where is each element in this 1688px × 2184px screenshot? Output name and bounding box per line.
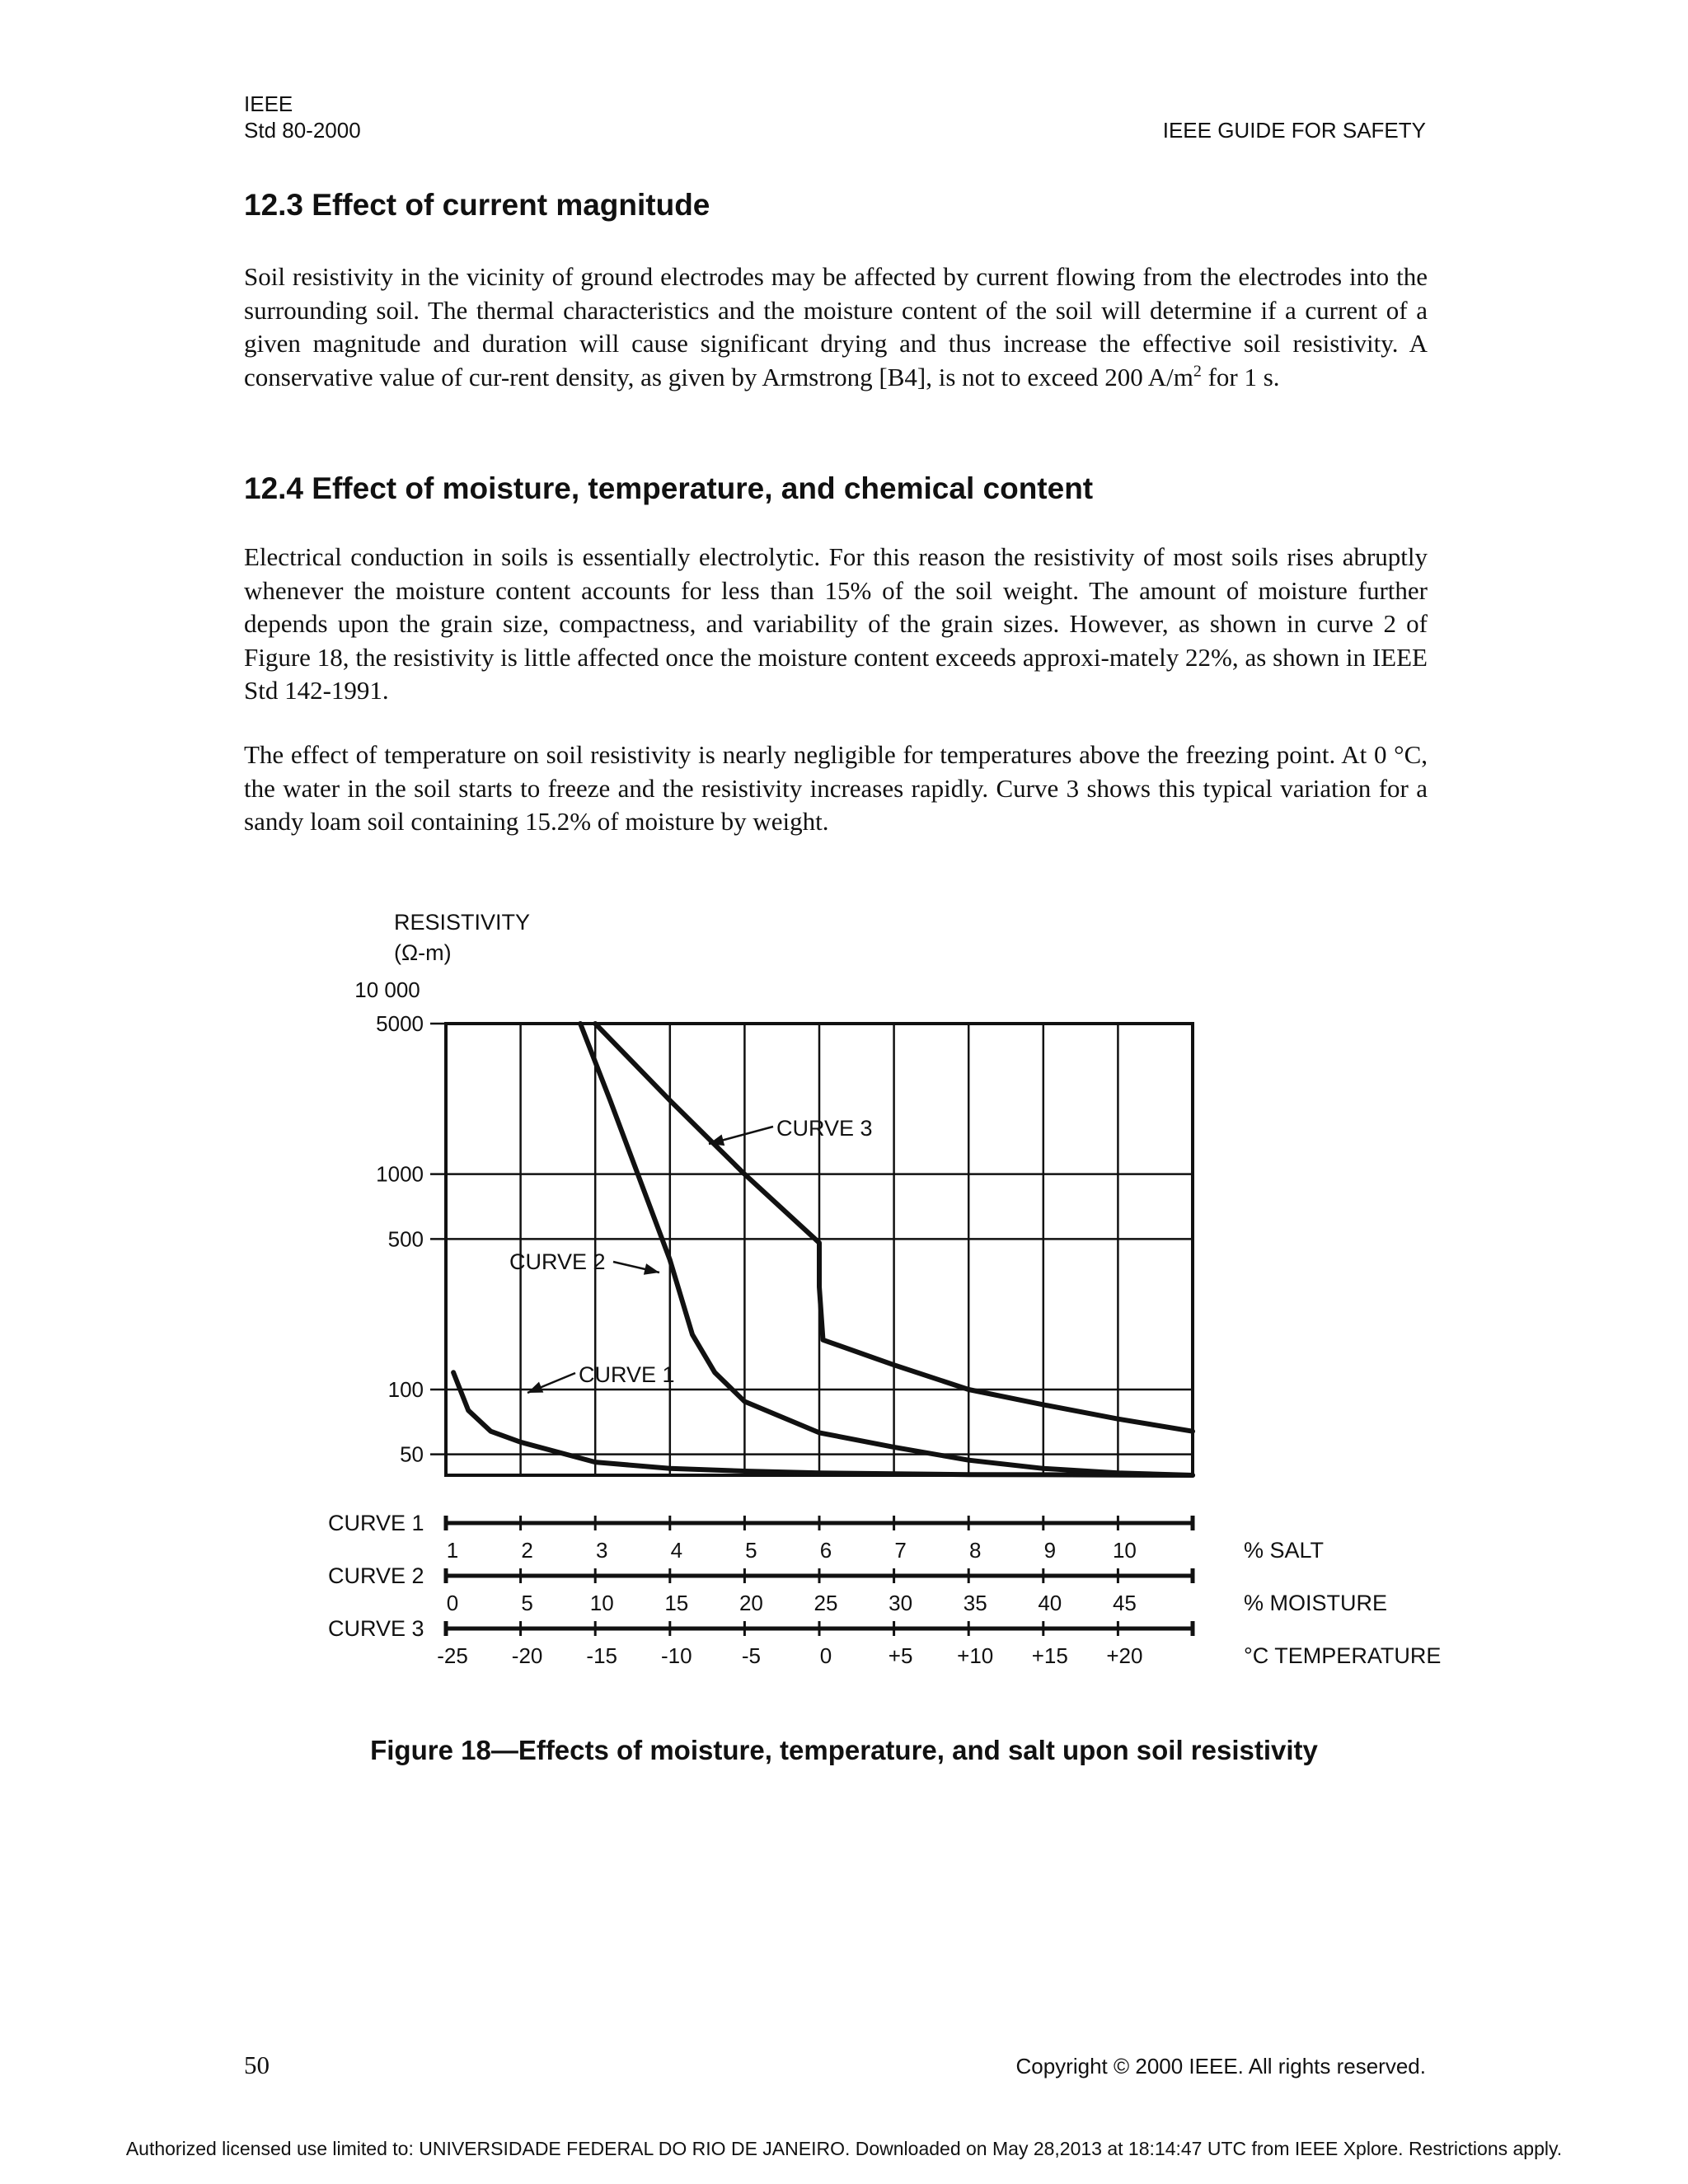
x-tick-label: -10	[661, 1643, 692, 1668]
paragraph-current-magnitude	[244, 260, 1428, 394]
x-tick-label: 10	[589, 1591, 614, 1615]
page-number: 50	[244, 2050, 270, 2079]
x-tick-label: 25	[814, 1591, 838, 1615]
x-tick-label: 0	[819, 1643, 832, 1668]
x-tick-label: -5	[741, 1643, 761, 1668]
figure-caption: Figure 18—Effects of moisture, temperature, and salt upon soil resistivity	[370, 1735, 1318, 1765]
x-tick-label: 30	[889, 1591, 913, 1615]
x-tick-label: 15	[664, 1591, 689, 1615]
x-tick-label: 45	[1112, 1591, 1137, 1615]
curve-line-curve-2	[580, 1024, 1193, 1475]
x-tick-label: -20	[511, 1643, 543, 1668]
x-tick-label: 8	[968, 1538, 982, 1563]
curve-annotation-label: CURVE 3	[776, 1116, 873, 1141]
x-tick-label: 35	[963, 1591, 987, 1615]
y-tick-label: 1000	[376, 1161, 424, 1187]
y-tick-label: 100	[387, 1377, 424, 1403]
header-org: IEEE	[244, 91, 293, 116]
paragraph-text: Soil resistivity in the vicinity of ground electrodes may be affected by current flowing from the electrodes into the surrounding soil. The thermal characteristics and the moisture content of the soil will determine if a current of a given magnitude and duration will cause significant drying and thus increase the effective soil resistivity. A conservative value of cur-rent density, as given by Armstrong [B4], is not to exceed 200 A/m	[244, 262, 1428, 391]
header-std: Std 80-2000	[244, 118, 361, 143]
superscript: 2	[1193, 362, 1202, 381]
x-tick-label: 40	[1038, 1591, 1062, 1615]
y-tick-label: 5000	[376, 1011, 424, 1036]
running-header-left	[244, 91, 361, 143]
y-tick-label: 500	[387, 1226, 424, 1252]
x-tick-label: 0	[446, 1591, 459, 1615]
x-tick-label: 2	[521, 1538, 533, 1563]
x-tick-label: +5	[888, 1643, 913, 1668]
x-tick-label: +10	[957, 1643, 994, 1668]
x-tick-label: +15	[1031, 1643, 1068, 1668]
x-tick-label: 1	[446, 1538, 459, 1563]
x-axis-name: CURVE 2	[328, 1563, 424, 1588]
x-tick-label: -15	[586, 1643, 617, 1668]
paragraph-electrolytic: Electrical conduction in soils is essentially electrolytic. For this reason the resistivity of most soils rises abruptly whenever the moisture content accounts for less than 15% of the soil weight. The amount of moisture further depends upon the grain size, compactness, and variability of the grain sizes. However, as shown in curve 2 of Figure 18, the resistivity is little affected once the moisture content exceeds approxi-mately 22%, as shown in IEEE Std 142-1991.	[244, 542, 1428, 705]
x-tick-label: 10	[1112, 1538, 1137, 1563]
section-heading-12-4: 12.4 Effect of moisture, temperature, and chemical content	[244, 471, 1094, 505]
x-axis-name: CURVE 1	[328, 1511, 424, 1535]
annotation-arrowhead	[528, 1382, 543, 1393]
x-tick-label: 20	[738, 1591, 763, 1615]
curve-annotation-label: CURVE 2	[509, 1249, 606, 1274]
y-axis-title: RESISTIVITY	[394, 910, 531, 935]
x-tick-label: 9	[1043, 1538, 1057, 1563]
license-notice: Authorized licensed use limited to: UNIVERSIDADE FEDERAL DO RIO DE JANEIRO. Downloaded on May 28,2013 at 18:14:47 UTC from IEEE Xplore. Restrictions apply.	[125, 2138, 1563, 2159]
paragraph-tail: for 1 s.	[1201, 362, 1280, 391]
x-axis-unit: % MOISTURE	[1244, 1591, 1388, 1615]
annotation-arrowhead	[644, 1263, 659, 1275]
curve-line-curve-1	[453, 1372, 1193, 1475]
y-tick-label: 10 000	[354, 977, 420, 1002]
copyright-notice: Copyright © 2000 IEEE. All rights reserved.	[1015, 2054, 1426, 2079]
x-tick-label: 7	[894, 1538, 907, 1563]
y-tick-label: 50	[400, 1441, 424, 1467]
x-tick-label: 5	[521, 1591, 533, 1615]
x-tick-label: 4	[670, 1538, 683, 1563]
x-tick-label: 3	[595, 1538, 608, 1563]
x-tick-label: 6	[819, 1538, 832, 1563]
y-axis-unit: (Ω-m)	[394, 940, 452, 965]
curve-annotation-label: CURVE 1	[579, 1362, 675, 1387]
running-header-title: IEEE GUIDE FOR SAFETY	[1162, 118, 1426, 143]
x-tick-label: 5	[745, 1538, 757, 1563]
paragraph-temperature: The effect of temperature on soil resistivity is nearly negligible for temperatures above the freezing point. At 0 °C, the water in the soil starts to freeze and the resistivity increases rapidly. Curve 3 shows this typical variation for a sandy loam soil containing 15.2% of moisture by weight.	[244, 740, 1428, 836]
x-tick-label: +20	[1106, 1643, 1143, 1668]
x-axis-unit: °C TEMPERATURE	[1244, 1643, 1442, 1668]
section-heading-12-3: 12.3 Effect of current magnitude	[244, 188, 710, 222]
x-axis-unit: % SALT	[1244, 1538, 1325, 1563]
x-axis-name: CURVE 3	[328, 1616, 424, 1641]
x-tick-label: -25	[437, 1643, 468, 1668]
figure-18-chart	[0, 890, 1688, 1714]
